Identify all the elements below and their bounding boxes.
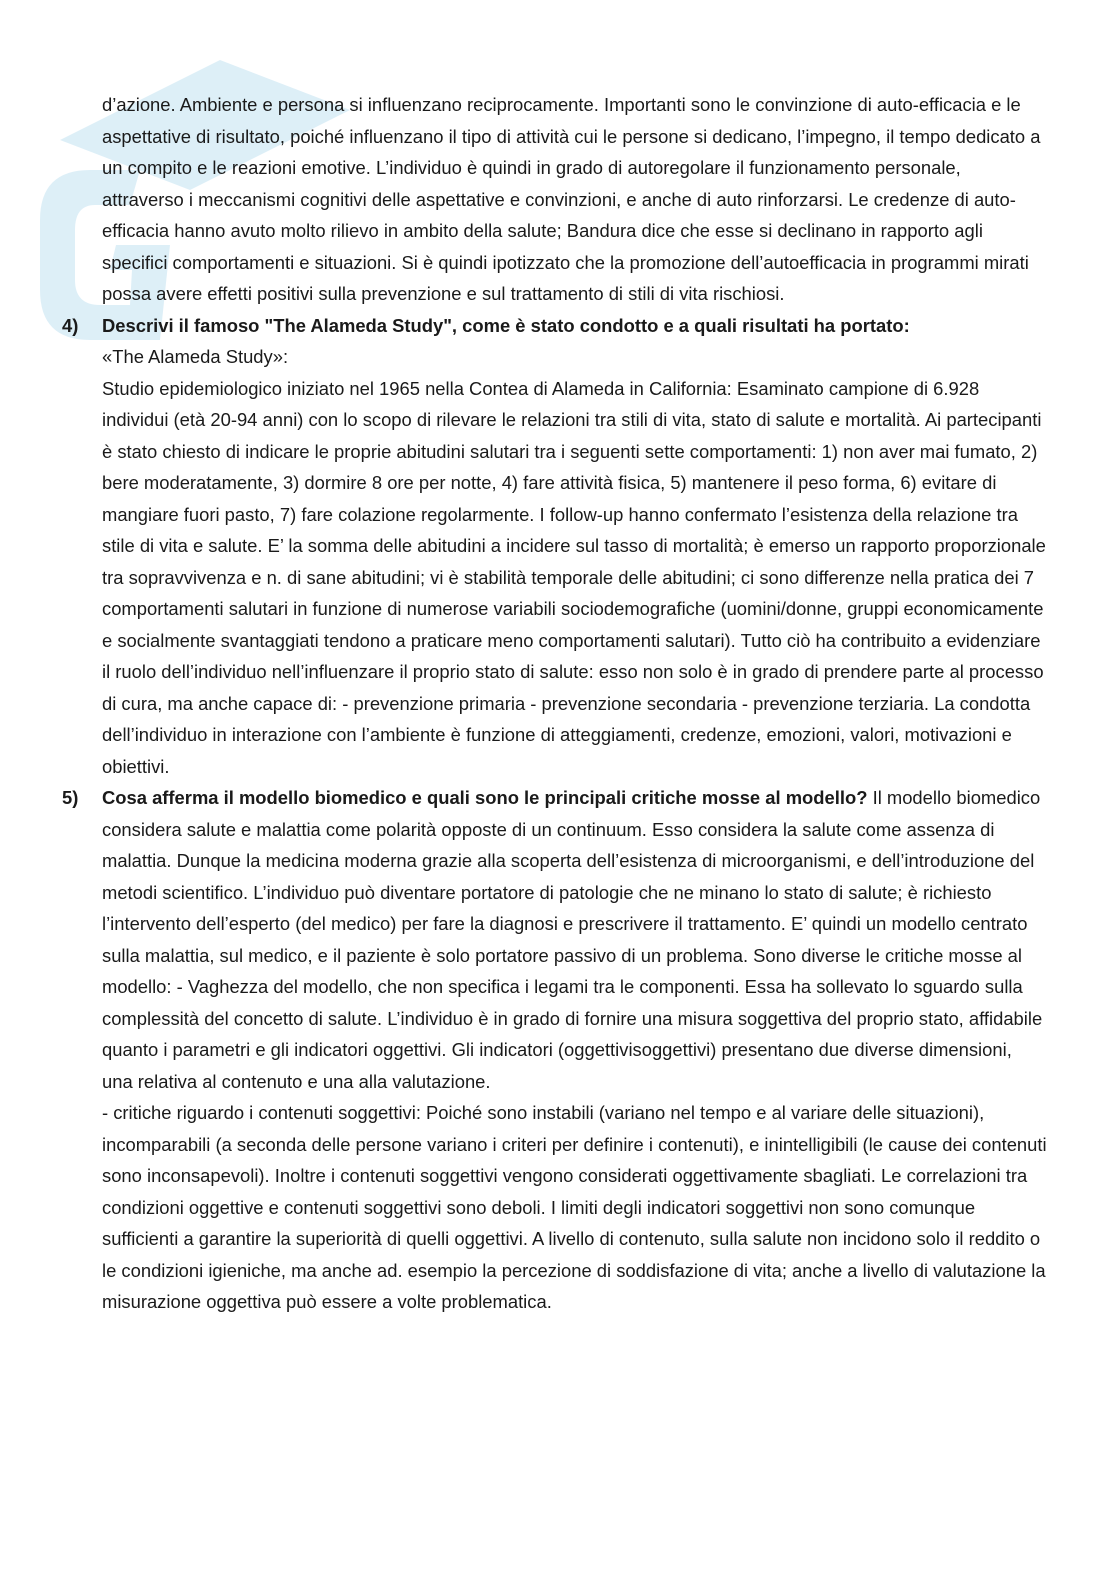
item-number: 4) [62,314,79,336]
answer-text: Studio epidemiologico iniziato nel 1965 nella Contea di Alameda in California: Esaminato campione di 6.928 individui (età 20-94 anni) con lo scopo di rilevare le relazioni tra stili di vita, stato di salute e mortalità. Ai partecipanti è stato chiesto di indicare le proprie abitudini salutari tra i seguenti sette comportamenti: 1) non aver mai fumato, 2) bere moderatamente, 3) dormire 8 ore per notte, 4) fare attività fisica, 5) mantenere il peso forma, 6) evitare di mangiare fuori pasto, 7) fare colazione regolarmente. I follow-up hanno confermato l’esistenza della relazione tra stile di vita e salute. E’ la somma delle abitudini a incidere sul tasso di mortalità; è emerso un rapporto proporzionale tra sopravvivenza e n. di sane abitudini; vi è stabilità temporale delle abitudini; ci sono differenze nella pratica dei 7 comportamenti salutari in funzione di numerose variabili sociodemografiche (uomini/donne, gruppi economicamente e socialmente svantaggiati tendono a praticare meno comportamenti salutari). Tutto ciò ha contribuito a evidenziare il ruolo dell’individuo nell’influenzare il proprio stato di salute: esso non solo è in grado di prendere parte al processo di cura, ma anche capace di: - prevenzione primaria - prevenzione secondaria - prevenzione terziaria. La condotta dell’individuo in interazione con l’ambiente è funzione di atteggiamenti, credenze, emozioni, valori, motivazioni e obiettivi. [102,377,1046,777]
document-body [62,89,1047,1318]
intro-paragraph: d’azione. Ambiente e persona si influenzano reciprocamente. Importanti sono le convinzione di auto-efficacia e le aspettative di risultato, poiché influenzano il tipo di attività cui le persone si dedicano, l’impegno, il tempo dedicato a un compito e le reazioni emotive. L’individuo è quindi in grado di autoregolare il funzionamento personale, attraverso i meccanismi cognitivi delle aspettative e convinzioni, e anche di auto rinforzarsi. Le credenze di auto-efficacia hanno avuto molto rilievo in ambito della salute; Bandura dice che esse si declinano in rapporto agli specifici comportamenti e situazioni. Si è quindi ipotizzato che la promozione dell’autoefficacia in programmi mirati possa avere effetti positivi sulla prevenzione e sul trattamento di stili di vita rischiosi. [102,94,1041,304]
study-title: «The Alameda Study»: [102,346,289,367]
item-number: 5) [62,787,79,808]
answer-continuation: - critiche riguardo i contenuti soggettivi: Poiché sono instabili (variano nel tempo e al variare delle situazioni), incomparabili (a seconda delle persone variano i criteri per definire i contenuti), e inintelligibili (le cause dei contenuti sono inconsapevoli). Inoltre i contenuti soggettivi vengono considerati oggettivamente sbagliati. Le correlazioni tra condizioni oggettive e contenuti soggettivi sono deboli. I limiti degli indicatori soggettivi non sono comunque sufficienti a garantire la superiorità di quelli oggettivi. A livello di contenuto, sulla salute non incidono solo il reddito o le condizioni igieniche, ma anche ad. esempio la percezione di soddisfazione di vita; anche a livello di valutazione la misurazione oggettiva può essere a volte problematica. [102,1102,1047,1312]
question-heading: Descrivi il famoso "The Alameda Study", come è stato condotto e a quali risultati ha portato: [102,314,910,336]
list-item-4 [62,310,1047,783]
list-item-5 [62,782,1047,1318]
answer-text: Il modello biomedico considera salute e malattia come polarità opposte di un continuum. Esso considera la salute come assenza di malattia. Dunque la medicina moderna grazie alla scoperta dell’esistenza di microorganismi, e dell’introduzione del metodi scientifico. L’individuo può diventare portatore di patologie che ne minano lo stato di salute; è richiesto l’intervento dell’esperto (del medico) per fare la diagnosi e prescrivere il trattamento. E’ quindi un modello centrato sulla malattia, sul medico, e il paziente è solo portatore passivo di un problema. Sono diverse le critiche mosse al modello: - Vaghezza del modello, che non specifica i legami tra le componenti. Essa ha sollevato lo sguardo sulla complessità del concetto di salute. L’individuo è in grado di fornire una misura soggettiva del proprio stato, affidabile quanto i parametri e gli indicatori oggettivi. Gli indicatori (oggettivisoggettivi) presentano due diverse dimensioni, una relativa al contenuto e una alla valutazione. [102,787,1043,1092]
question-heading: Cosa afferma il modello biomedico e quali sono le principali critiche mosse al modello? [102,787,868,808]
